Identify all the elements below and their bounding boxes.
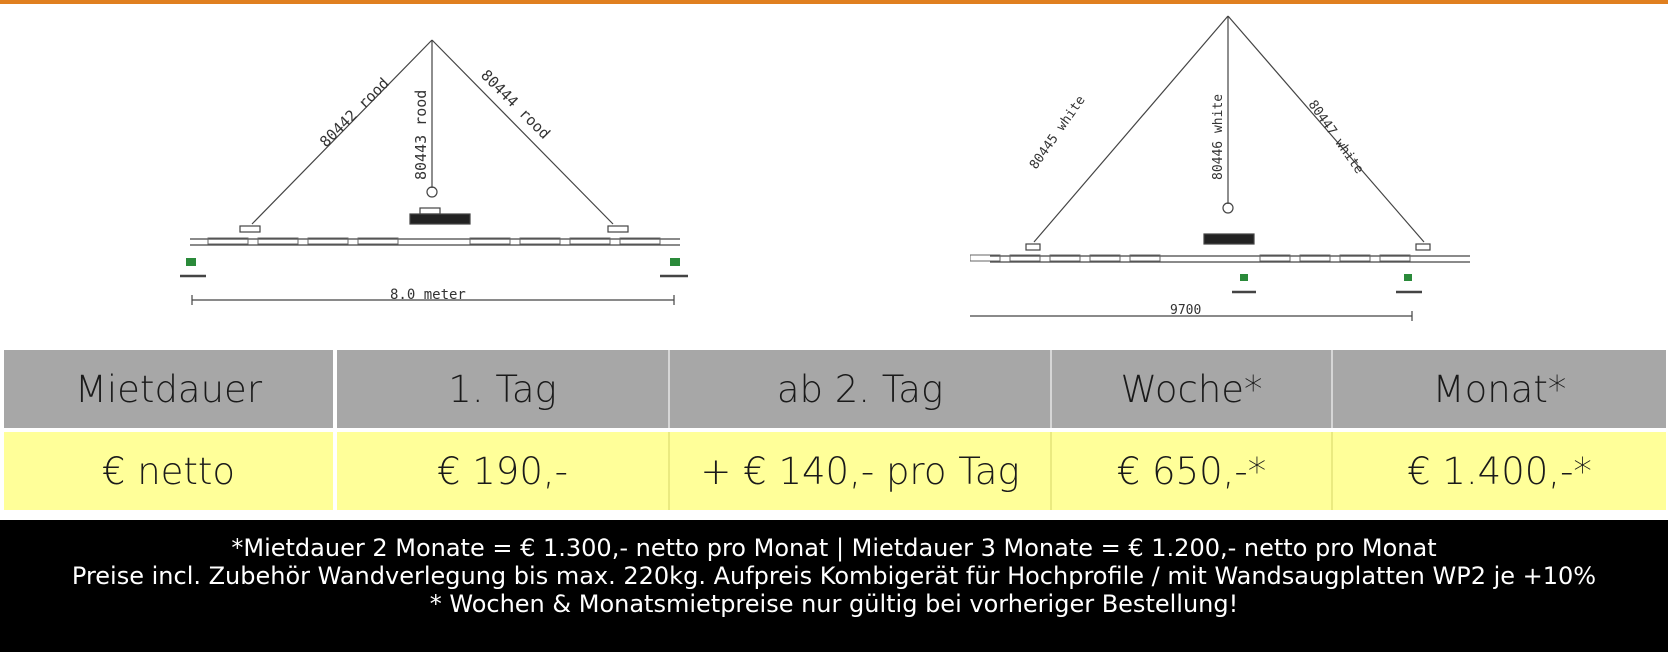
price-table-value-row <box>4 430 1666 510</box>
sling-label: 80447 white <box>1304 97 1367 177</box>
footer-note-line: *Mietdauer 2 Monate = € 1.300,- netto pro Monat | Mietdauer 3 Monate = € 1.200,- netto pro Monat <box>231 534 1437 562</box>
price-table-header-row <box>4 350 1666 430</box>
sling-label: 80443 rood <box>412 89 430 180</box>
price-table <box>4 350 1666 510</box>
value-cell-monat: € 1.400,-* <box>1332 430 1666 510</box>
sling-label: 80442 rood <box>316 74 393 151</box>
span-label: 9700 <box>1170 303 1202 318</box>
sling-label: 80445 white <box>1026 93 1089 173</box>
header-cell-ab-2-tag: ab 2. Tag <box>669 350 1051 430</box>
header-cell-monat: Monat* <box>1332 350 1666 430</box>
value-cell-ab-2-tag: + € 140,- pro Tag <box>669 430 1051 510</box>
footer-note-line: Preise incl. Zubehör Wandverlegung bis max. 220kg. Aufpreis Kombigerät für Hochprofile / mit Wandsaugplatten WP2 je +10% <box>71 562 1597 590</box>
lifting-diagram-right <box>970 8 1490 348</box>
sling-label: 80446 white <box>1211 93 1226 180</box>
header-cell-mietdauer: Mietdauer <box>4 350 335 430</box>
lifting-diagram-left <box>180 8 740 348</box>
sling-label: 80444 rood <box>477 66 554 143</box>
header-cell-1-tag: 1. Tag <box>335 350 669 430</box>
span-label: 8.0 meter <box>390 287 466 303</box>
lifting-diagram-right-drawing <box>970 8 1490 348</box>
footer-notes <box>0 520 1668 652</box>
value-cell-woche: € 650,-* <box>1051 430 1332 510</box>
value-cell-netto: € netto <box>4 430 335 510</box>
lifting-diagram-left-drawing <box>180 8 740 348</box>
value-cell-1-tag: € 190,- <box>335 430 669 510</box>
footer-note-line: * Wochen & Monatsmietpreise nur gültig bei vorheriger Bestellung! <box>429 590 1239 618</box>
top-accent-bar <box>0 0 1668 4</box>
header-cell-woche: Woche* <box>1051 350 1332 430</box>
